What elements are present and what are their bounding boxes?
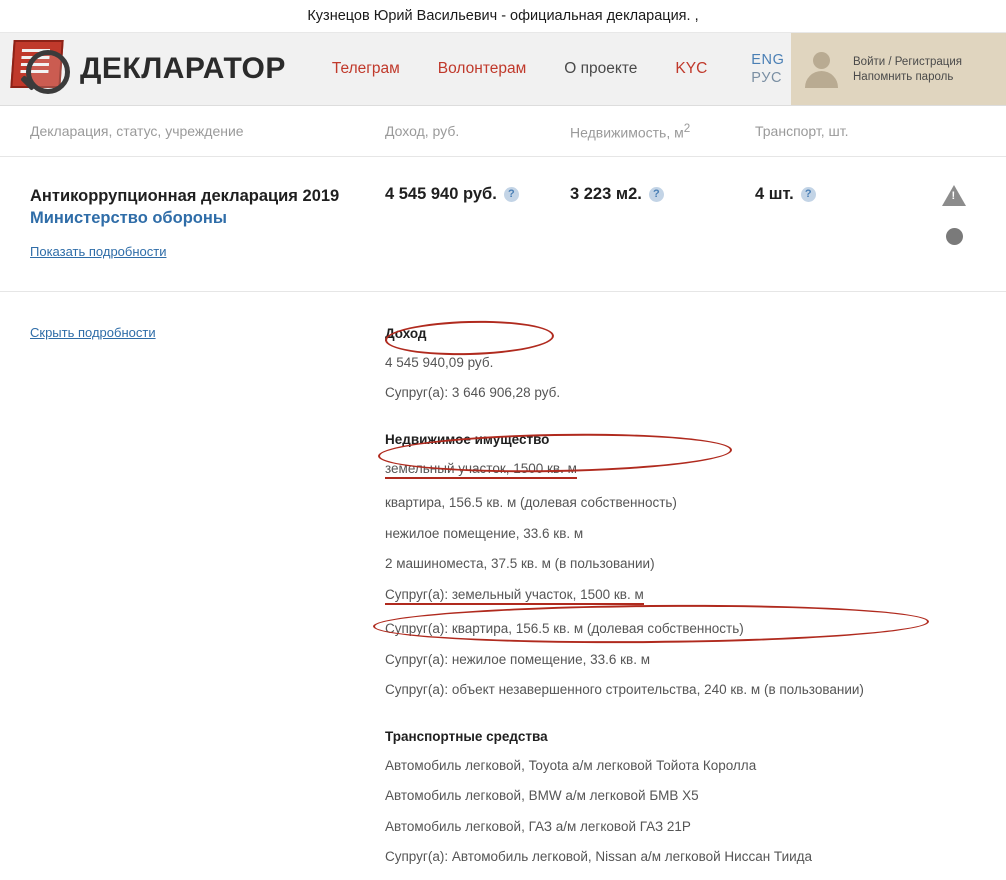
logo[interactable] <box>0 33 286 105</box>
lang-rus[interactable]: РУС <box>751 70 783 86</box>
main-nav <box>332 33 707 105</box>
declaration-info-cell <box>0 185 385 261</box>
realty-item: Супруг(а): объект незавершенного строительства, 240 кв. м (в пользовании) <box>385 682 864 698</box>
status-dot-icon[interactable] <box>946 228 963 245</box>
realty-item: нежилое помещение, 33.6 кв. м <box>385 525 584 541</box>
column-header-transport: Транспорт, шт. <box>755 123 849 139</box>
login-register-link[interactable]: Войти / Регистрация <box>853 55 962 68</box>
details-left-column <box>0 324 385 880</box>
transport-summary-cell <box>755 185 940 261</box>
column-header-realty-text: Недвижимость, м <box>570 124 684 141</box>
section-title-transport: Транспортные средства <box>385 728 548 744</box>
income-summary-value: 4 545 940 руб. <box>385 185 497 203</box>
help-icon[interactable]: ? <box>649 187 664 202</box>
warning-icon[interactable] <box>942 185 966 206</box>
declaration-summary-row <box>0 157 1006 292</box>
transport-item: Автомобиль легковой, BMW а/м легковой БМВ Х5 <box>385 788 699 804</box>
account-block <box>791 33 1006 105</box>
nav-item-kyc[interactable]: KYC <box>675 60 708 77</box>
hide-details-link[interactable]: Скрыть подробности <box>30 324 156 340</box>
page-title-text: Кузнецов Юрий Васильевич - официальная декларация. , <box>307 8 699 24</box>
browser-page-title <box>0 0 1006 33</box>
transport-item: Супруг(а): Автомобиль легковой, Nissan а/м легковой Ниссан Тиида <box>385 849 813 865</box>
transport-item: Автомобиль легковой, ГАЗ а/м легковой ГАЗ 21Р <box>385 818 691 834</box>
section-title-income: Доход <box>385 325 427 341</box>
transport-item: Автомобиль легковой, Toyota а/м легковой Тойота Королла <box>385 757 757 773</box>
show-details-link[interactable]: Показать подробности <box>30 243 167 259</box>
help-icon[interactable]: ? <box>801 187 816 202</box>
realty-item: Супруг(а): квартира, 156.5 кв. м (долевая собственность) <box>385 621 744 637</box>
column-header-realty-superscript: 2 <box>683 121 691 135</box>
column-header-declaration: Декларация, статус, учреждение <box>30 123 244 139</box>
row-status-icons <box>942 185 966 245</box>
income-summary-cell <box>385 185 570 261</box>
income-item: 4 545 940,09 руб. <box>385 354 494 370</box>
declaration-organization[interactable]: Министерство обороны <box>30 209 227 228</box>
column-header-income: Доход, руб. <box>385 123 460 139</box>
realty-item: 2 машиноместа, 37.5 кв. м (в пользовании) <box>385 556 655 572</box>
realty-item: Супруг(а): нежилое помещение, 33.6 кв. м <box>385 651 650 667</box>
realty-item: квартира, 156.5 кв. м (долевая собственность) <box>385 495 677 511</box>
remind-password-link[interactable]: Напомнить пароль <box>853 70 954 83</box>
column-header-realty <box>570 122 755 141</box>
declaration-title: Антикоррупционная декларация 2019 <box>30 187 340 205</box>
realty-summary-value: 3 223 м2. <box>570 185 642 203</box>
income-item: Супруг(а): 3 646 906,28 руб. <box>385 385 561 401</box>
nav-item-telegram[interactable]: Телеграм <box>331 60 400 77</box>
section-title-realty: Недвижимое имущество <box>385 431 550 447</box>
logo-text: ДЕКЛАРАТОР <box>80 52 286 85</box>
lang-eng[interactable]: ENG <box>751 52 785 68</box>
transport-summary-value: 4 шт. <box>755 185 794 203</box>
realty-summary-cell <box>570 185 755 261</box>
help-icon[interactable]: ? <box>504 187 519 202</box>
details-right-column <box>385 324 1006 880</box>
table-column-headers <box>0 106 1006 157</box>
declaration-details <box>0 292 1006 880</box>
site-header <box>0 33 1006 106</box>
avatar-icon <box>801 48 843 90</box>
realty-item: Супруг(а): земельный участок, 1500 кв. м <box>385 588 644 606</box>
language-switcher <box>751 33 784 105</box>
nav-item-volunteers[interactable]: Волонтерам <box>437 60 527 77</box>
nav-item-about[interactable]: О проекте <box>564 60 638 77</box>
magnifier-book-icon <box>8 38 74 100</box>
realty-item: земельный участок, 1500 кв. м <box>385 462 577 480</box>
